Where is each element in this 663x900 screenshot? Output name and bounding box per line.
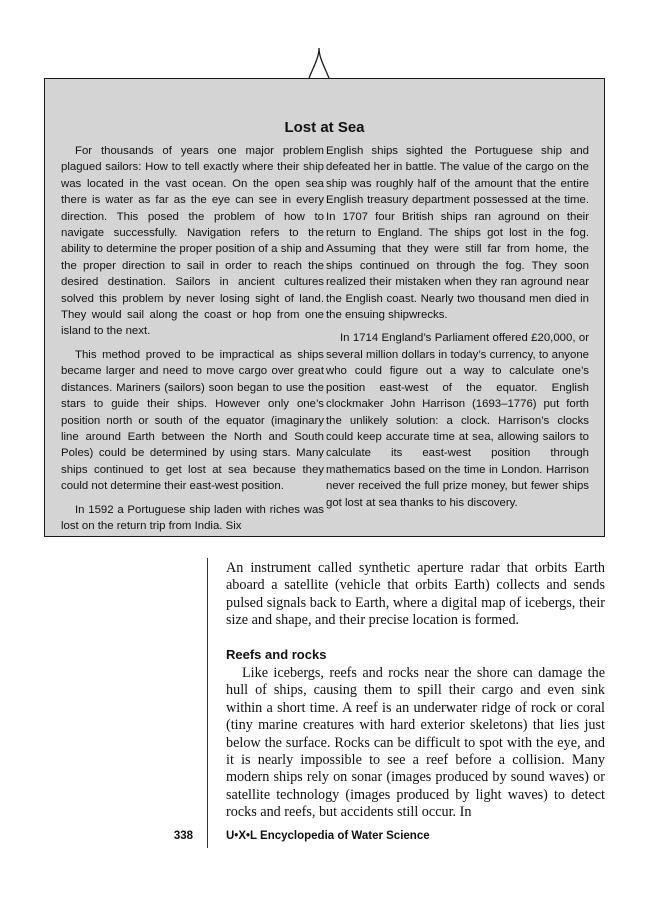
body-paragraph: An instrument called synthetic aperture radar that orbits Earth aboard a satellite (vehicle that orbits Earth) collects and sends pulsed signals back to Earth, where a digital map of icebergs, their size and shape, and their precise location is formed. bbox=[226, 560, 605, 629]
book-title: U•X•L Encyclopedia of Water Science bbox=[226, 830, 430, 842]
sidebar-paragraph: For thousands of years one major problem plagued sailors: How to tell exactly where their ship was located in the vast ocean. On the open sea there is water as far as the eye can see in every direction. This posed the problem of how to navigate successfully. Navigation refers to the ability to determine the proper position of a ship and the proper direction to sail in order to reach the desired destination. Sailors in ancient cultures solved this problem by never losing sight of land. They would sail along the coast or hop from one island to the next. bbox=[61, 145, 324, 338]
sidebar-right-column bbox=[326, 143, 589, 518]
section-heading: Reefs and rocks bbox=[226, 646, 327, 662]
main-text bbox=[226, 560, 605, 822]
sidebar-paragraph: This method proved to be impractical as ships became larger and need to move cargo over great distances. Mariners (sailors) soon began to use the stars to guide their ships. However only one’s position north or south of the equator (imaginary line around Earth between the North and South Poles) could be determined by using stars. Many ships continued to get lost at sea because they could not determine their east-west position. bbox=[61, 348, 324, 493]
sidebar-paragraph: In 1714 England’s Parliament offered £20,000, or several million dollars in today’s currency, to anyone who could figure out a way to calculate one’s position east-west of the equator. English clockmaker John Harrison (1693–1776) put forth the unlikely solution: a clock. Harrison’s clocks could keep accurate time at sea, allowing sailors to calculate its east-west position through mathematics based on the time in London. Harrison never received the full prize money, but fewer ships got lost at sea thanks to his discovery. bbox=[326, 332, 589, 509]
sidebar-paragraph: In 1592 a Portuguese ship laden with riches was lost on the return trip from India. Six bbox=[61, 503, 324, 532]
body-paragraph: Like icebergs, reefs and rocks near the shore can damage the hull of ships, causing them to spill their cargo and even sink within a short time. A reef is an underwater ridge of rock or coral (tiny marine creatures with hard exterior skeletons) that lies just below the surface. Rocks can be difficult to spot with the eye, and it is nearly impossible to see a reef before a collision. Many modern ships rely on sonar (images produced by sound waves) or satellite technology (images produced by light waves) to detect rocks and reefs, but accidents still occur. In bbox=[226, 665, 605, 821]
sidebar-title: Lost at Sea bbox=[284, 119, 365, 136]
margin-rule bbox=[207, 558, 208, 840]
sidebar-left-column bbox=[61, 143, 324, 541]
page-number: 338 bbox=[173, 830, 193, 842]
sidebar-box bbox=[44, 78, 605, 537]
sidebar-paragraph: English ships sighted the Portuguese ship and defeated her in battle. The value of the cargo on the ship was roughly half of the amount that the entire English treasury department possessed at the time. In 1707 four British ships ran aground on their return to England. The ships got lost in the fog. Assuming that they were still far from home, the ships continued on through the fog. They soon realized their mistaken when they ran aground near the English coast. Nearly two thousand men died in the ensuing shipwrecks. bbox=[326, 145, 589, 322]
footer-divider bbox=[207, 826, 208, 848]
